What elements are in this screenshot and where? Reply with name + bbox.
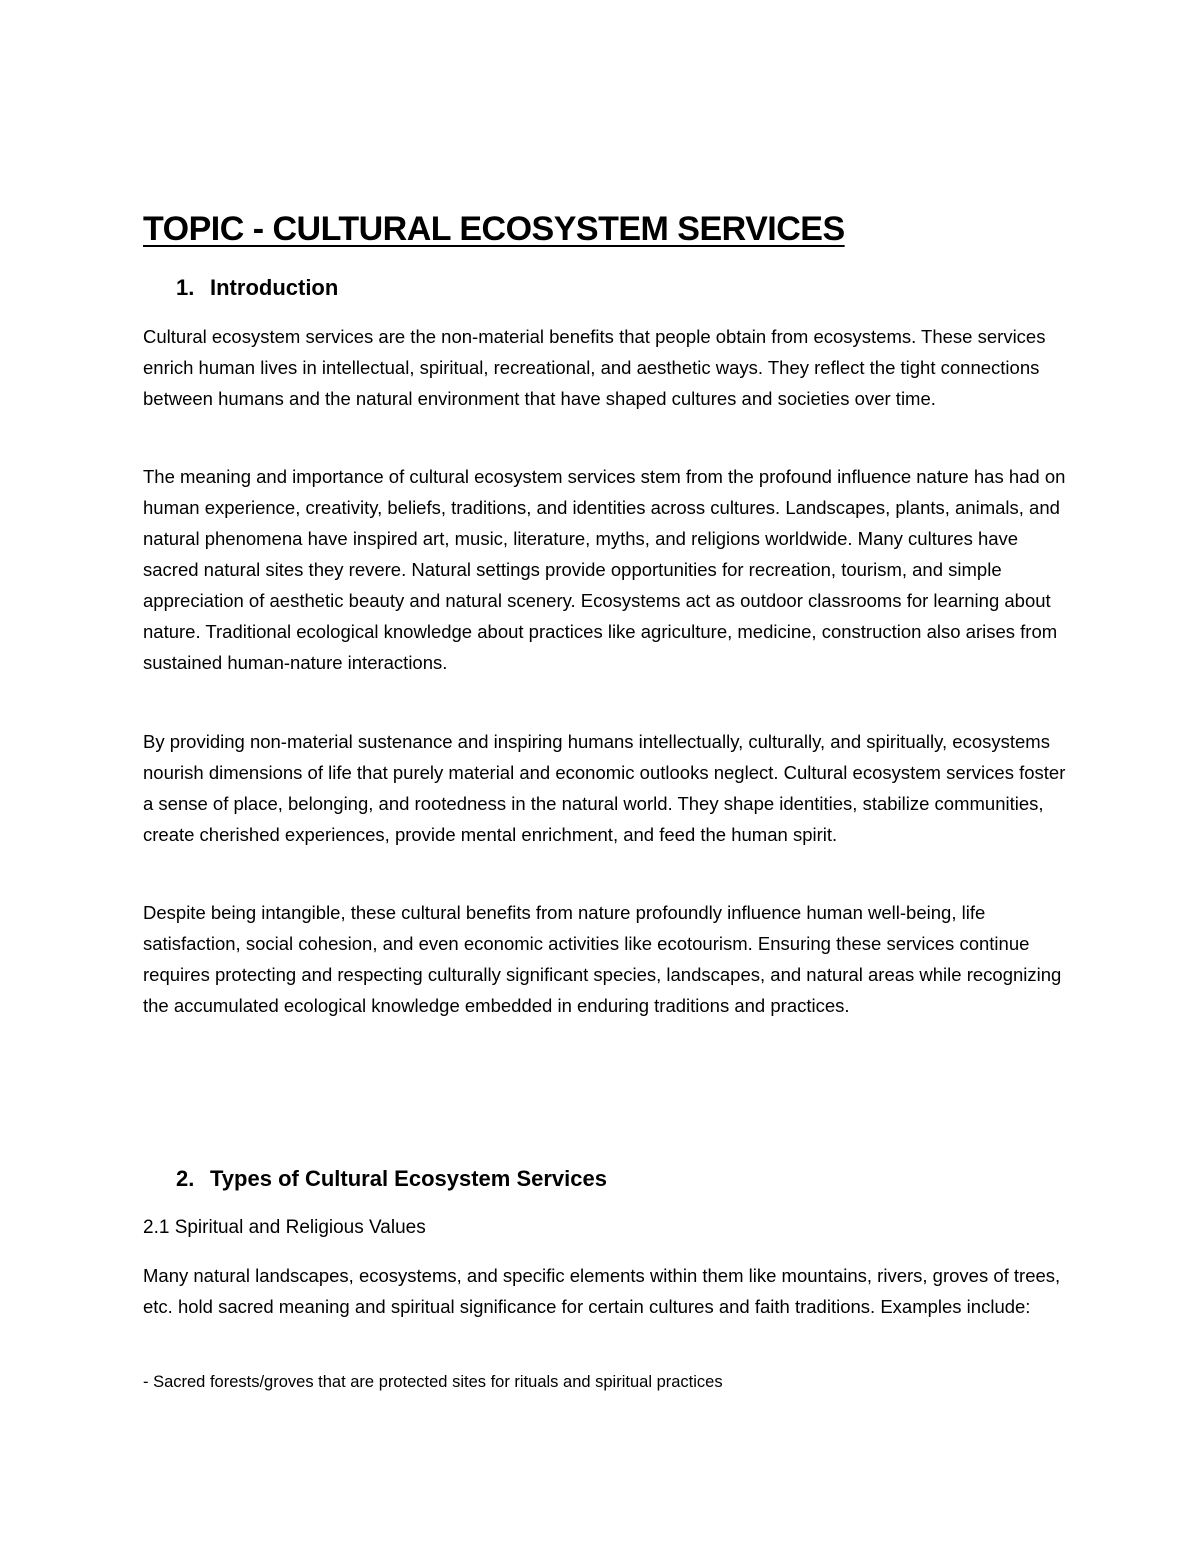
section-number: 2. xyxy=(176,1166,195,1191)
subsection-heading-spiritual: 2.1 Spiritual and Religious Values xyxy=(143,1217,426,1238)
intro-paragraph-2: The meaning and importance of cultural ecosystem services stem from the profound influence nature has had on human experience, creativity, beliefs, traditions, and identities across cultures. Landscapes, plants, animals, and natural phenomena have inspired art, music, literature, myths, and religions worldwide. Many cultures have sacred natural sites they revere. Natural settings provide opportunities for recreation, tourism, and simple appreciation of aesthetic beauty and natural scenery. Ecosystems act as outdoor classrooms for learning about nature. Traditional ecological knowledge about practices like agriculture, medicine, construction also arises from sustained human-nature interactions. xyxy=(143,466,1066,673)
section-heading-introduction xyxy=(176,273,338,303)
list-item: - Sacred forests/groves that are protected sites for rituals and spiritual practices xyxy=(143,1373,723,1391)
intro-paragraph-1: Cultural ecosystem services are the non-material benefits that people obtain from ecosystems. These services enrich human lives in intellectual, spiritual, recreational, and aesthetic ways. They reflect the tight connections between humans and the natural environment that have shaped cultures and societies over time. xyxy=(143,326,1046,409)
section-title: Introduction xyxy=(210,275,339,300)
intro-paragraph-3: By providing non-material sustenance and inspiring humans intellectually, culturally, and spiritually, ecosystems nourish dimensions of life that purely material and economic outlooks neglect. Cultural ecosystem services foster a sense of place, belonging, and rootedness in the natural world. They shape identities, stabilize communities, create cherished experiences, provide mental enrichment, and feed the human spirit. xyxy=(143,731,1066,845)
document-title: TOPIC - CULTURAL ECOSYSTEM SERVICES xyxy=(143,210,845,248)
section-heading-types xyxy=(176,1164,607,1194)
spiritual-paragraph: Many natural landscapes, ecosystems, and specific elements within them like mountains, rivers, groves of trees, etc. hold sacred meaning and spiritual significance for certain cultures and faith traditions. Examples include: xyxy=(143,1265,1061,1317)
intro-paragraph-4: Despite being intangible, these cultural benefits from nature profoundly influence human well-being, life satisfaction, social cohesion, and even economic activities like ecotourism. Ensuring these services continue requires protecting and respecting culturally significant species, landscapes, and natural areas while recognizing the accumulated ecological knowledge embedded in enduring traditions and practices. xyxy=(143,902,1062,1016)
section-number: 1. xyxy=(176,275,195,300)
section-title: Types of Cultural Ecosystem Services xyxy=(210,1166,607,1191)
